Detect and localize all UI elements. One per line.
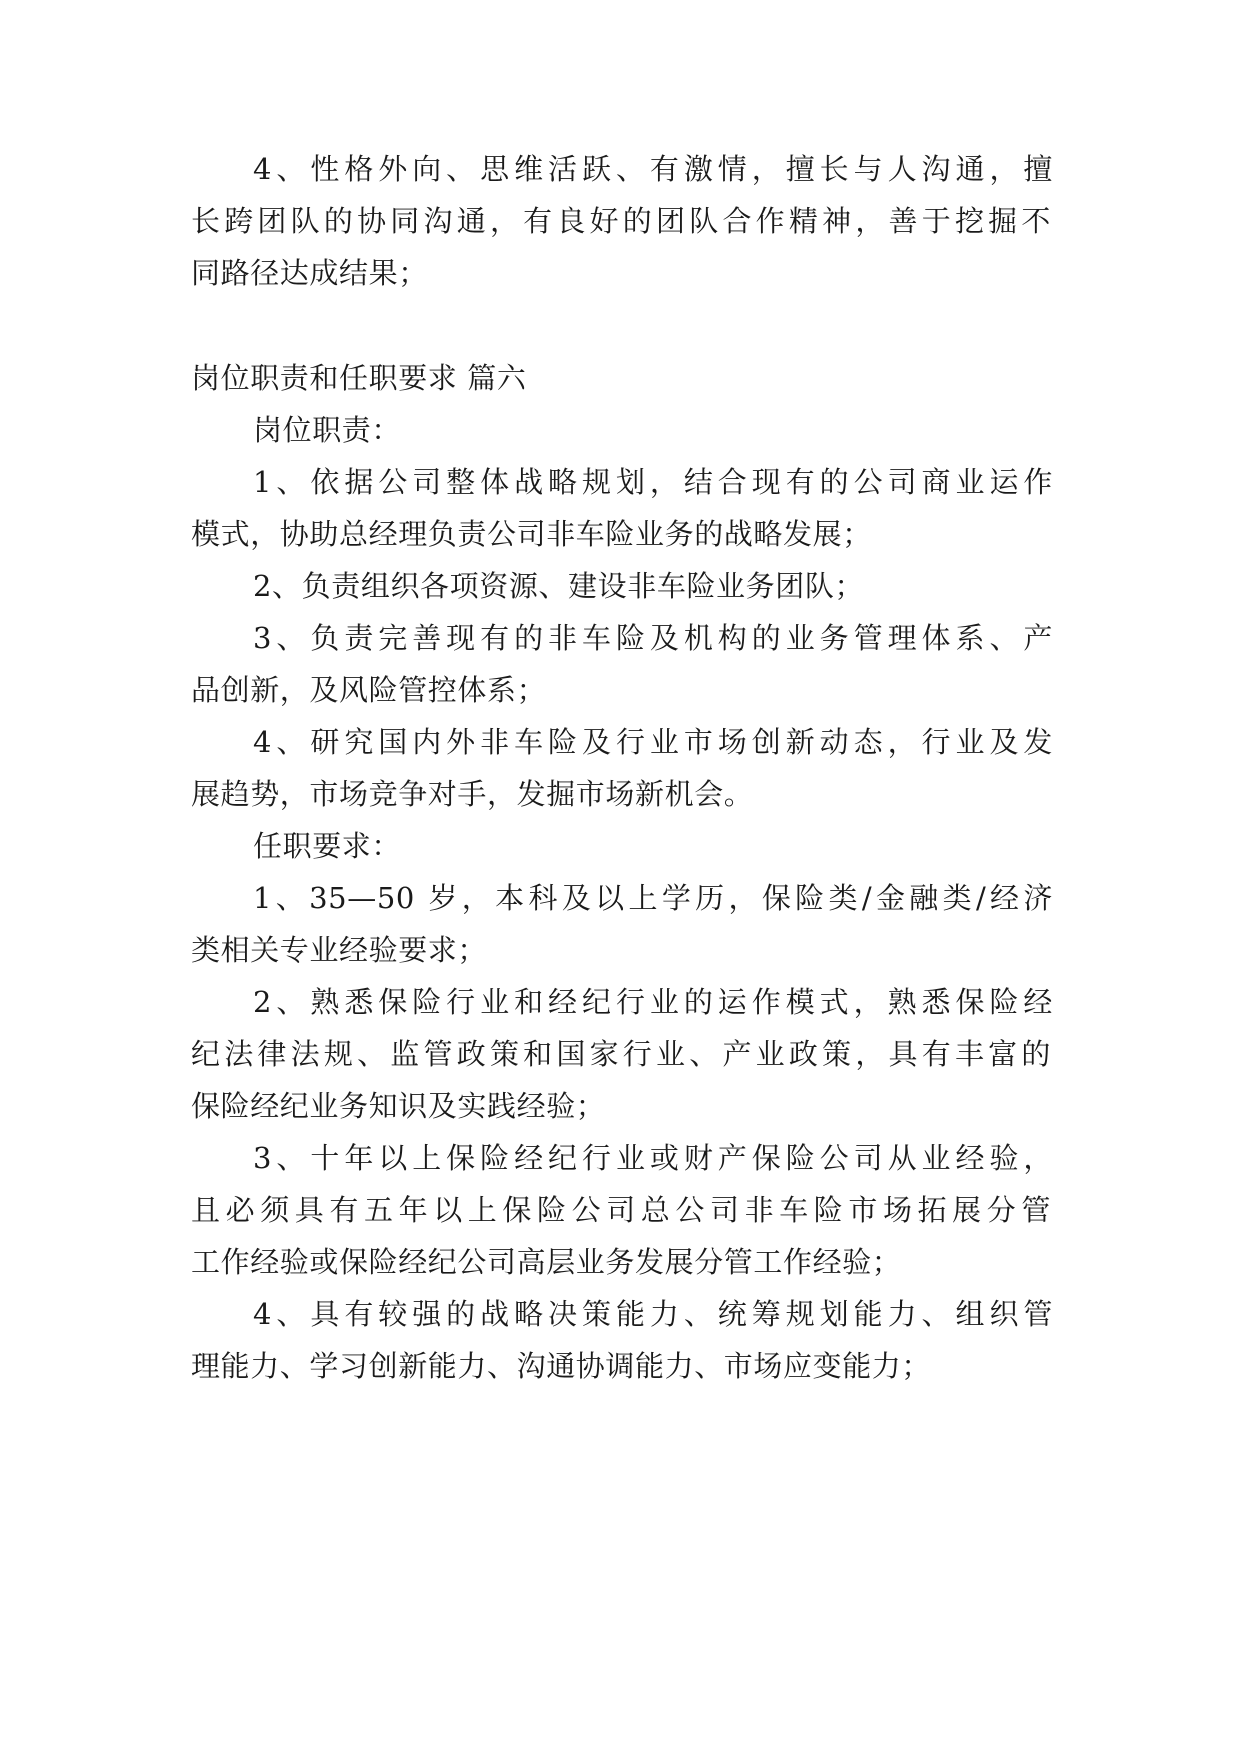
requirement-item-line: 理能力、学习创新能力、沟通协调能力、市场应变能力； bbox=[191, 1349, 932, 1383]
requirement-item-line: 类相关专业经验要求； bbox=[191, 933, 488, 967]
requirements-heading: 任职要求： bbox=[253, 829, 402, 863]
requirement-item-line: 且必须具有五年以上保险公司总公司非车险市场拓展分管 bbox=[191, 1193, 1051, 1227]
duty-item-line: 2、负责组织各项资源、建设非车险业务团队； bbox=[253, 569, 865, 603]
requirement-item-line: 3、十年以上保险经纪行业或财产保险公司从业经验， bbox=[253, 1141, 1053, 1175]
duty-item-line: 展趋势，市场竞争对手，发掘市场新机会。 bbox=[191, 777, 754, 811]
requirement-item-line: 保险经纪业务知识及实践经验； bbox=[191, 1089, 606, 1123]
duties-heading: 岗位职责： bbox=[253, 413, 402, 447]
section-title: 岗位职责和任职要求 篇六 bbox=[191, 361, 527, 395]
duty-item-line: 3、负责完善现有的非车险及机构的业务管理体系、产 bbox=[253, 621, 1053, 655]
duty-item-line: 1、依据公司整体战略规划，结合现有的公司商业运作 bbox=[253, 465, 1053, 499]
duty-item-line: 4、研究国内外非车险及行业市场创新动态，行业及发 bbox=[253, 725, 1053, 759]
requirement-item-line: 1、35—50 岁，本科及以上学历，保险类/金融类/经济 bbox=[253, 881, 1053, 915]
duty-item-line: 品创新，及风险管控体系； bbox=[191, 673, 547, 707]
requirement-item-line: 2、熟悉保险行业和经纪行业的运作模式，熟悉保险经 bbox=[253, 985, 1053, 1019]
intro-item-line: 4、性格外向、思维活跃、有激情，擅长与人沟通，擅 bbox=[253, 152, 1053, 186]
duty-item-line: 模式，协助总经理负责公司非车险业务的战略发展； bbox=[191, 517, 872, 551]
requirement-item-line: 4、具有较强的战略决策能力、统筹规划能力、组织管 bbox=[253, 1297, 1053, 1331]
intro-item-line: 长跨团队的协同沟通，有良好的团队合作精神，善于挖掘不 bbox=[191, 204, 1051, 238]
intro-item-line: 同路径达成结果； bbox=[191, 256, 428, 290]
requirement-item-line: 工作经验或保险经纪公司高层业务发展分管工作经验； bbox=[191, 1245, 902, 1279]
requirement-item-line: 纪法律法规、监管政策和国家行业、产业政策，具有丰富的 bbox=[191, 1037, 1051, 1071]
